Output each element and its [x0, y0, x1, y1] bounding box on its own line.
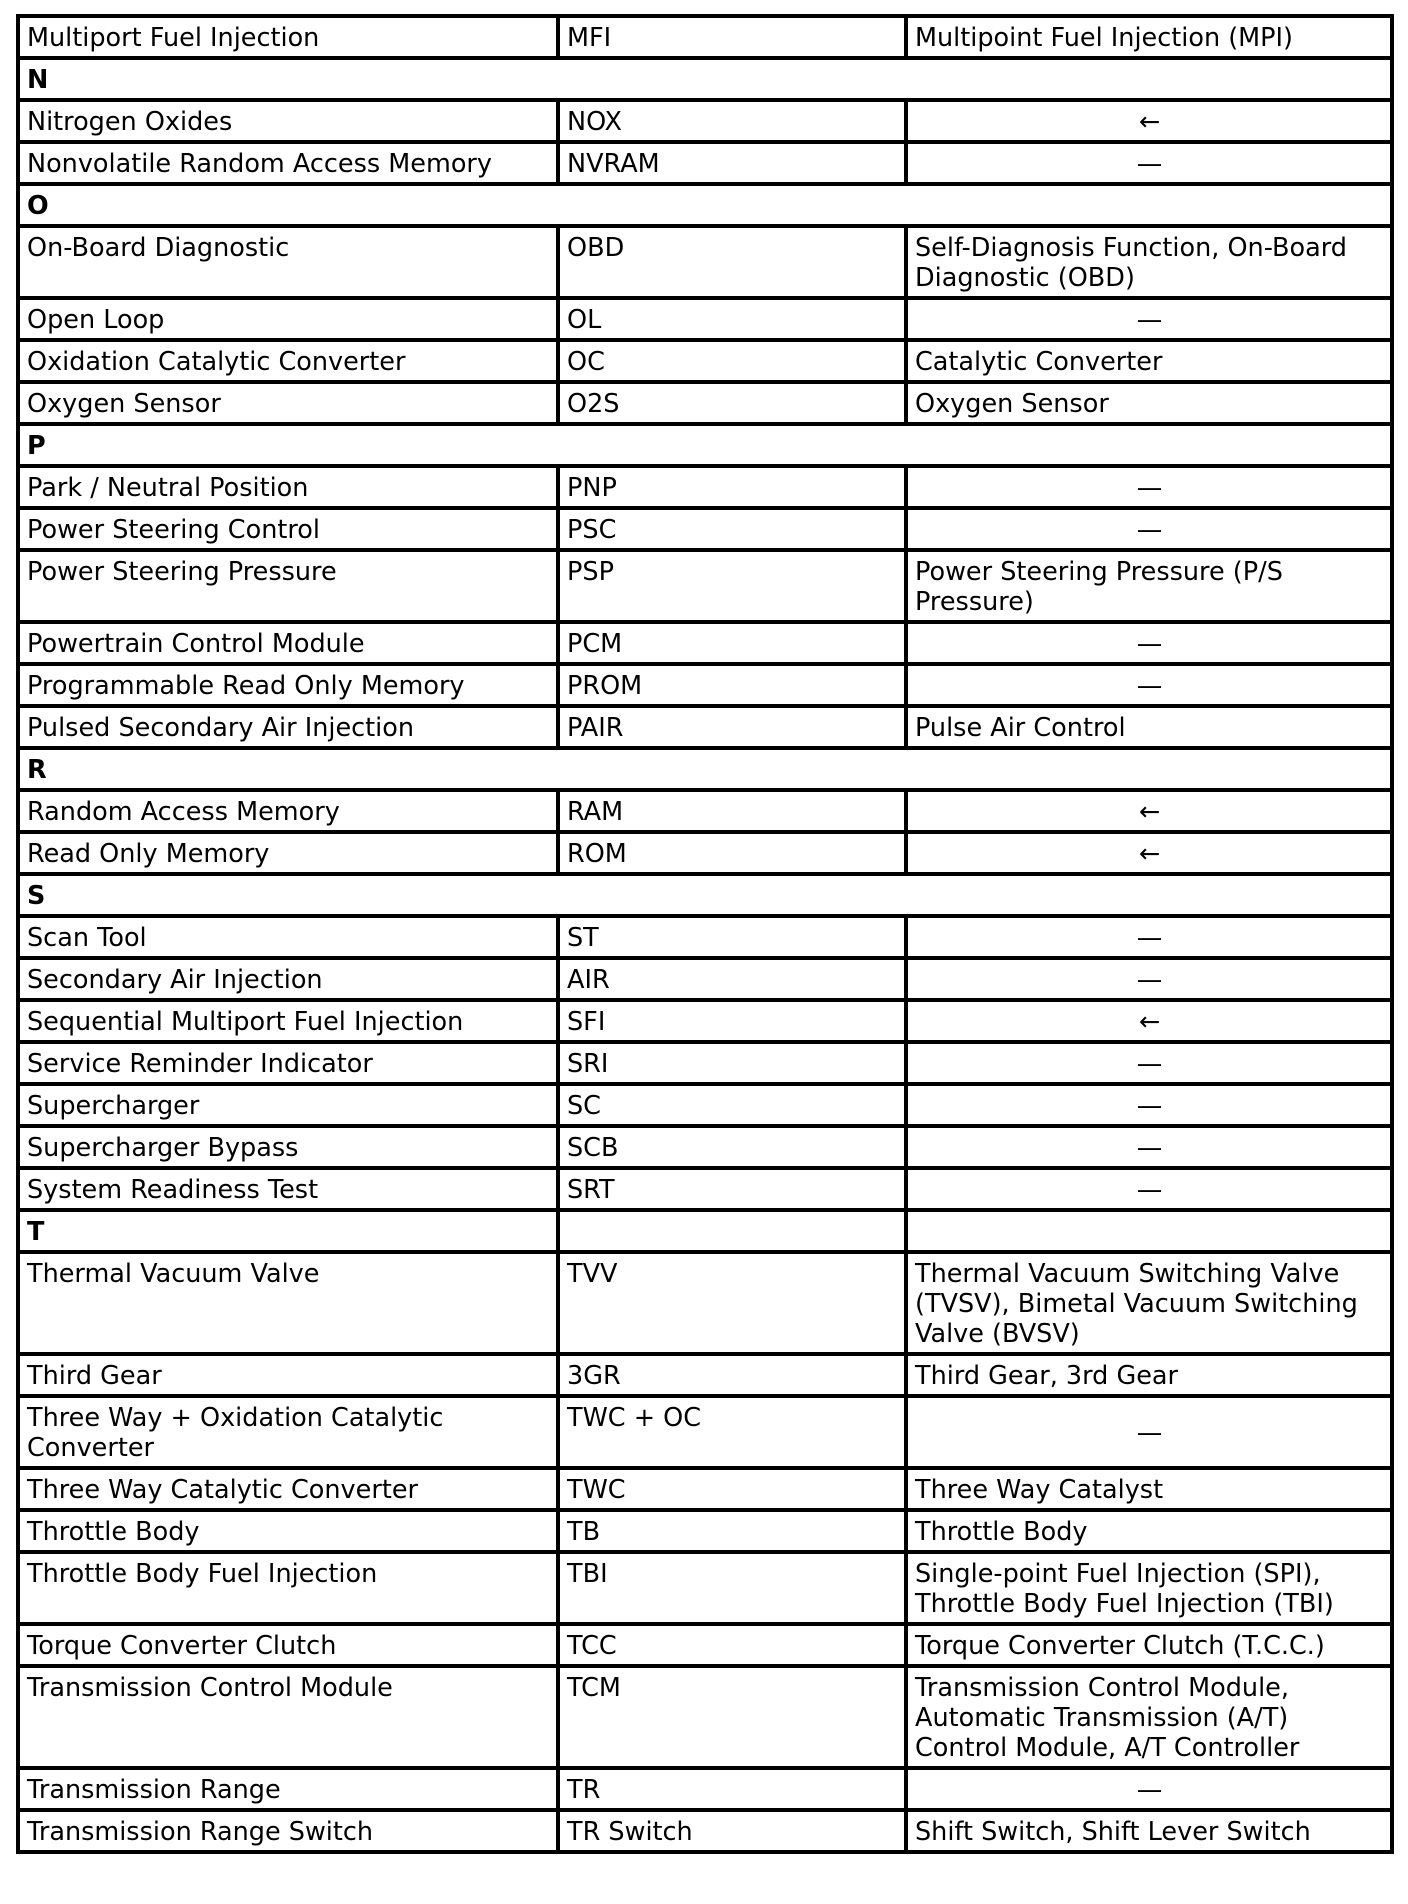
abbreviation-cell: SRT [558, 1168, 906, 1210]
table-row [18, 382, 1392, 424]
equivalent-term-cell: Three Way Catalyst [906, 1468, 1392, 1510]
table-row [18, 550, 1392, 622]
empty-cell [558, 1210, 906, 1252]
table-row [18, 1252, 1392, 1354]
equivalent-term-cell: — [906, 916, 1392, 958]
table-row [18, 1666, 1392, 1768]
term-cell: Multiport Fuel Injection [18, 16, 558, 58]
abbreviation-cell: ST [558, 916, 906, 958]
table-row [18, 508, 1392, 550]
section-letter: N [18, 58, 1392, 100]
table-body [18, 16, 1392, 1852]
term-cell: Oxidation Catalytic Converter [18, 340, 558, 382]
equivalent-term-cell: ← [906, 832, 1392, 874]
equivalent-term-cell: — [906, 664, 1392, 706]
term-cell: Supercharger Bypass [18, 1126, 558, 1168]
section-letter-row [18, 748, 1392, 790]
abbreviation-cell: SRI [558, 1042, 906, 1084]
term-cell: Throttle Body Fuel Injection [18, 1552, 558, 1624]
table-row [18, 142, 1392, 184]
term-cell: Open Loop [18, 298, 558, 340]
table-row [18, 16, 1392, 58]
abbreviation-cell: PROM [558, 664, 906, 706]
abbreviation-table [16, 14, 1394, 1854]
section-letter: O [18, 184, 1392, 226]
table-row [18, 832, 1392, 874]
equivalent-term-cell: — [906, 298, 1392, 340]
term-cell: Oxygen Sensor [18, 382, 558, 424]
term-cell: Transmission Control Module [18, 1666, 558, 1768]
table-row [18, 298, 1392, 340]
abbreviation-cell: PSP [558, 550, 906, 622]
term-cell: Powertrain Control Module [18, 622, 558, 664]
section-letter-row [18, 1210, 1392, 1252]
abbreviation-cell: PSC [558, 508, 906, 550]
equivalent-term-cell: ← [906, 1000, 1392, 1042]
term-cell: Service Reminder Indicator [18, 1042, 558, 1084]
equivalent-term-cell: Single-point Fuel Injection (SPI), Throttle Body Fuel Injection (TBI) [906, 1552, 1392, 1624]
equivalent-term-cell: — [906, 142, 1392, 184]
term-cell: Park / Neutral Position [18, 466, 558, 508]
table-row [18, 1126, 1392, 1168]
term-cell: Three Way Catalytic Converter [18, 1468, 558, 1510]
equivalent-term-cell: Transmission Control Module, Automatic Transmission (A/T) Control Module, A/T Controller [906, 1666, 1392, 1768]
table-row [18, 1468, 1392, 1510]
equivalent-term-cell: ← [906, 790, 1392, 832]
table-row [18, 1624, 1392, 1666]
equivalent-term-cell: — [906, 1084, 1392, 1126]
abbreviation-cell: TCM [558, 1666, 906, 1768]
equivalent-term-cell: ← [906, 100, 1392, 142]
abbreviation-cell: TVV [558, 1252, 906, 1354]
table-row [18, 622, 1392, 664]
term-cell: Thermal Vacuum Valve [18, 1252, 558, 1354]
term-cell: Scan Tool [18, 916, 558, 958]
term-cell: Pulsed Secondary Air Injection [18, 706, 558, 748]
abbreviation-cell: TR [558, 1768, 906, 1810]
equivalent-term-cell: Third Gear, 3rd Gear [906, 1354, 1392, 1396]
abbreviation-cell: TBI [558, 1552, 906, 1624]
term-cell: Secondary Air Injection [18, 958, 558, 1000]
abbreviation-cell: TR Switch [558, 1810, 906, 1852]
abbreviation-cell: PCM [558, 622, 906, 664]
term-cell: Sequential Multiport Fuel Injection [18, 1000, 558, 1042]
table-row [18, 340, 1392, 382]
equivalent-term-cell: — [906, 1168, 1392, 1210]
table-row [18, 1000, 1392, 1042]
section-letter: S [18, 874, 1392, 916]
abbreviation-cell: TWC + OC [558, 1396, 906, 1468]
table-row [18, 1354, 1392, 1396]
equivalent-term-cell: Power Steering Pressure (P/S Pressure) [906, 550, 1392, 622]
abbreviation-cell: SC [558, 1084, 906, 1126]
equivalent-term-cell: Catalytic Converter [906, 340, 1392, 382]
term-cell: Torque Converter Clutch [18, 1624, 558, 1666]
term-cell: Transmission Range Switch [18, 1810, 558, 1852]
term-cell: Power Steering Control [18, 508, 558, 550]
abbreviation-cell: MFI [558, 16, 906, 58]
term-cell: Third Gear [18, 1354, 558, 1396]
equivalent-term-cell: Thermal Vacuum Switching Valve (TVSV), Bimetal Vacuum Switching Valve (BVSV) [906, 1252, 1392, 1354]
equivalent-term-cell: Oxygen Sensor [906, 382, 1392, 424]
abbreviation-cell: TWC [558, 1468, 906, 1510]
table-row [18, 1084, 1392, 1126]
term-cell: Throttle Body [18, 1510, 558, 1552]
equivalent-term-cell: — [906, 1768, 1392, 1810]
table-row [18, 1810, 1392, 1852]
abbreviation-cell: NOX [558, 100, 906, 142]
section-letter: R [18, 748, 1392, 790]
equivalent-term-cell: Self-Diagnosis Function, On-Board Diagnostic (OBD) [906, 226, 1392, 298]
equivalent-term-cell: Multipoint Fuel Injection (MPI) [906, 16, 1392, 58]
table-row [18, 664, 1392, 706]
table-row [18, 706, 1392, 748]
table-row [18, 100, 1392, 142]
abbreviation-cell: TB [558, 1510, 906, 1552]
equivalent-term-cell: — [906, 1042, 1392, 1084]
section-letter-row [18, 424, 1392, 466]
term-cell: Power Steering Pressure [18, 550, 558, 622]
equivalent-term-cell: — [906, 466, 1392, 508]
abbreviation-cell: PAIR [558, 706, 906, 748]
section-letter: P [18, 424, 1392, 466]
abbreviation-cell: ROM [558, 832, 906, 874]
abbreviation-cell: TCC [558, 1624, 906, 1666]
term-cell: Read Only Memory [18, 832, 558, 874]
abbreviation-cell: O2S [558, 382, 906, 424]
abbreviation-cell: NVRAM [558, 142, 906, 184]
equivalent-term-cell: — [906, 958, 1392, 1000]
equivalent-term-cell: — [906, 1396, 1392, 1468]
term-cell: Transmission Range [18, 1768, 558, 1810]
term-cell: System Readiness Test [18, 1168, 558, 1210]
table-row [18, 958, 1392, 1000]
table-row [18, 1042, 1392, 1084]
term-cell: Programmable Read Only Memory [18, 664, 558, 706]
table-row [18, 1552, 1392, 1624]
equivalent-term-cell: Pulse Air Control [906, 706, 1392, 748]
table-row [18, 1396, 1392, 1468]
abbreviation-cell: 3GR [558, 1354, 906, 1396]
equivalent-term-cell: — [906, 1126, 1392, 1168]
table-row [18, 790, 1392, 832]
equivalent-term-cell: Shift Switch, Shift Lever Switch [906, 1810, 1392, 1852]
abbreviation-cell: SCB [558, 1126, 906, 1168]
term-cell: Nitrogen Oxides [18, 100, 558, 142]
term-cell: On-Board Diagnostic [18, 226, 558, 298]
abbreviation-cell: AIR [558, 958, 906, 1000]
abbreviation-cell: RAM [558, 790, 906, 832]
section-letter-row [18, 184, 1392, 226]
abbreviation-cell: PNP [558, 466, 906, 508]
abbreviation-cell: OBD [558, 226, 906, 298]
term-cell: Three Way + Oxidation Catalytic Converter [18, 1396, 558, 1468]
empty-cell [906, 1210, 1392, 1252]
equivalent-term-cell: Torque Converter Clutch (T.C.C.) [906, 1624, 1392, 1666]
section-letter-row [18, 58, 1392, 100]
section-letter: T [18, 1210, 558, 1252]
table-row [18, 1510, 1392, 1552]
abbreviation-cell: SFI [558, 1000, 906, 1042]
equivalent-term-cell: — [906, 508, 1392, 550]
equivalent-term-cell: — [906, 622, 1392, 664]
abbreviation-cell: OC [558, 340, 906, 382]
table-row [18, 1168, 1392, 1210]
term-cell: Nonvolatile Random Access Memory [18, 142, 558, 184]
term-cell: Random Access Memory [18, 790, 558, 832]
table-row [18, 916, 1392, 958]
abbreviation-cell: OL [558, 298, 906, 340]
equivalent-term-cell: Throttle Body [906, 1510, 1392, 1552]
section-letter-row [18, 874, 1392, 916]
table-row [18, 1768, 1392, 1810]
term-cell: Supercharger [18, 1084, 558, 1126]
table-row [18, 226, 1392, 298]
table-row [18, 466, 1392, 508]
